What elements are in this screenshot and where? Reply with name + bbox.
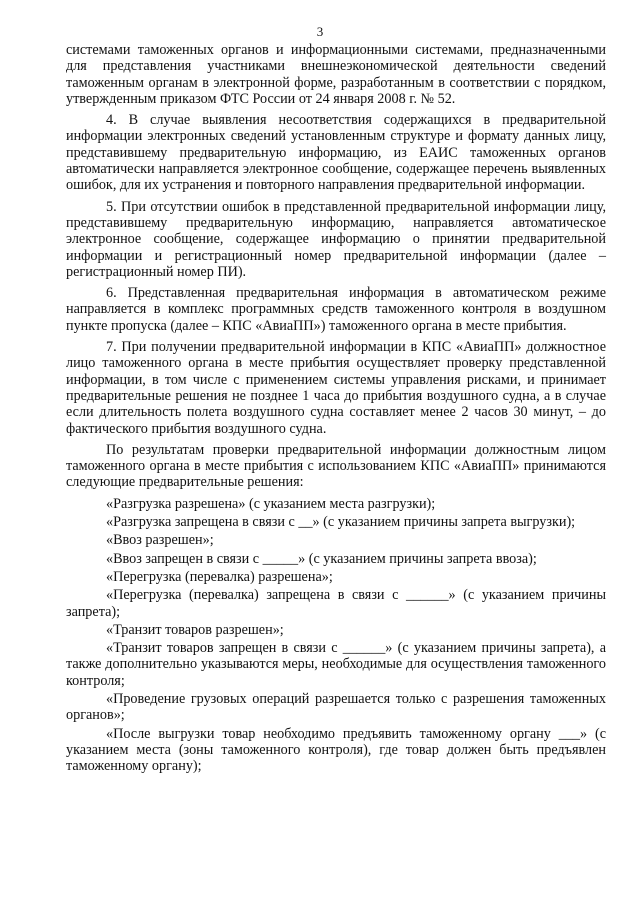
paragraph-decisions-intro: По результатам проверки предварительной информации должностным лицом таможенного органа в месте прибытия с использованием КПС «АвиаПП» принимаются следующие предварительные решения: xyxy=(66,441,606,491)
paragraph-continuation: системами таможенных органов и информационными системами, предназначенными для представления участниками внешнеэкономической деятельности сведений таможенным органам в электронной форме, разработанным в соответствии с порядком, утвержденным приказом ФТС России от 24 января 2008 г. № 52. xyxy=(66,42,606,107)
document-body xyxy=(66,42,606,776)
decision-import-prohibited: «Ввоз запрещен в связи с _____» (с указанием причины запрета ввоза); xyxy=(106,550,537,567)
decision-import-allowed: «Ввоз разрешен»; xyxy=(106,532,214,549)
paragraph-item-7: 7. При получении предварительной информации в КПС «АвиаПП» должностное лицо таможенного органа в месте прибытия осуществляет проверку представленной информации, в том числе с применением системы управления рисками, и принимает предварительные решения не позднее 1 часа до прибытия воздушного судна, а в случае если длительность полета воздушного судна составляет менее 2 часов 30 минут, – до фактического прибытия воздушного судна. xyxy=(66,339,606,437)
decision-transshipment-prohibited: «Перегрузка (перевалка) запрещена в связи с ______» (с указанием причины запрета); xyxy=(66,587,606,620)
decision-unloading-prohibited: «Разгрузка запрещена в связи с __» (с указанием причины запрета выгрузки); xyxy=(106,514,576,531)
paragraph-item-5: 5. При отсутствии ошибок в представленной предварительной информации лицу, представившему предварительную информацию, направляется автоматическое электронное сообщение, содержащее информацию о принятии предварительной информации и регистрационный номер предварительной информации (далее – регистрационный номер ПИ). xyxy=(66,198,606,280)
decision-transit-allowed: «Транзит товаров разрешен»; xyxy=(106,621,284,638)
paragraph-item-4: 4. В случае выявления несоответствия содержащихся в предварительной информации электронных сведений установленным структуре и формату данных лицу, представившему предварительную информацию, из ЕАИС таможенных органов автоматически направляется электронное сообщение, содержащее перечень выявленных ошибок, для их устранения и повторного направления предварительной информации. xyxy=(66,112,606,194)
decision-transit-prohibited: «Транзит товаров запрещен в связи с ______» (с указанием причины запрета), а также дополнительно указываются меры, необходимые для осуществления таможенного контроля; xyxy=(66,640,606,689)
page-number: 3 xyxy=(316,24,324,39)
decision-cargo-operations: «Проведение грузовых операций разрешается только с разрешения таможенных органов»; xyxy=(66,690,606,724)
decision-unloading-allowed: «Разгрузка разрешена» (с указанием места разгрузки); xyxy=(106,495,436,512)
paragraph-item-6: 6. Представленная предварительная информация в автоматическом режиме направляется в комплекс программных средств таможенного контроля в воздушном пункте пропуска (далее – КПС «АвиаПП») таможенного органа в месте прибытия. xyxy=(66,285,606,334)
decision-goods-presentation: «После выгрузки товар необходимо предъявить таможенному органу ___» (с указанием места (зоны таможенного контроля), где товар должен быть предъявлен таможенному органу); xyxy=(66,725,606,775)
decision-transshipment-allowed: «Перегрузка (перевалка) разрешена»; xyxy=(106,568,333,585)
